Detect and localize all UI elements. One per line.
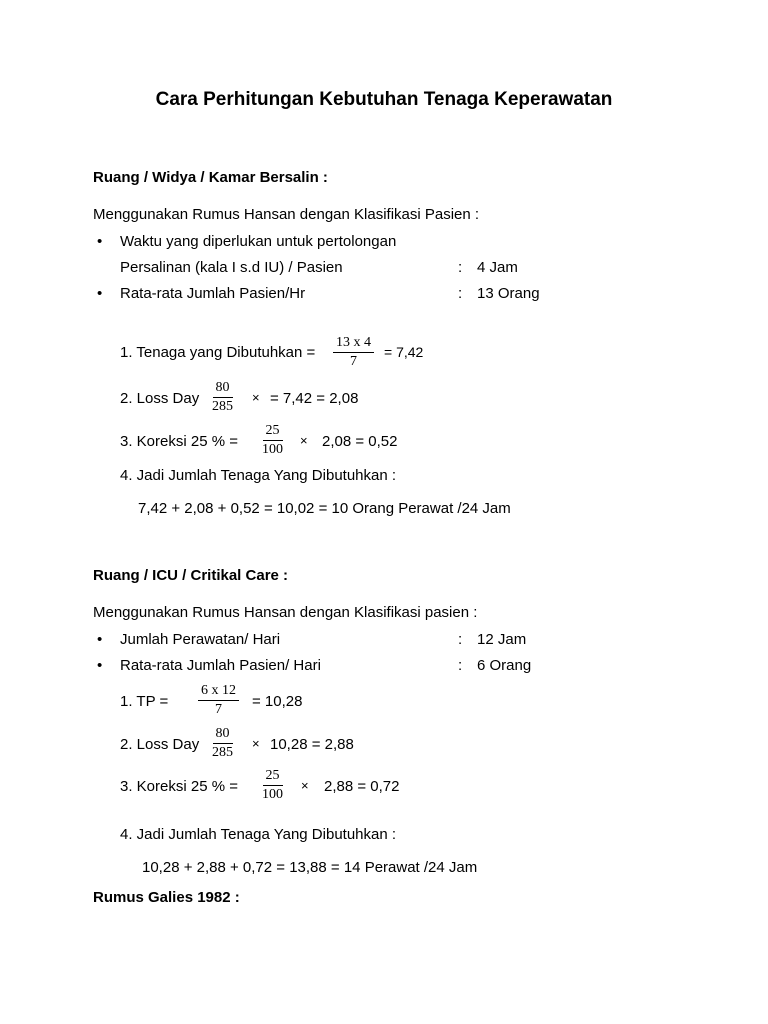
s2-step3-fraction [262, 769, 283, 802]
s2-step2-result: 10,28 = 2,88 [270, 736, 354, 753]
s2-step3-label: 3. Koreksi 25 % = [120, 778, 238, 795]
section1-intro: Menggunakan Rumus Hansan dengan Klasifikasi Pasien : [93, 206, 480, 223]
fraction-numerator: 80 [213, 727, 233, 744]
fraction-denominator: 100 [262, 442, 283, 457]
s1-step4-total: 7,42 + 2,08 + 0,52 = 10,02 = 10 Orang Perawat /24 Jam [138, 500, 511, 517]
fraction-denominator: 7 [215, 702, 222, 717]
s1-step3-label: 3. Koreksi 25 % = [120, 433, 238, 450]
fraction-denominator: 285 [212, 399, 233, 414]
section1-bullet1-value: 4 Jam [477, 259, 518, 276]
s2-step1-result: = 10,28 [252, 693, 303, 710]
section2-bullet2-line1: Rata-rata Jumlah Pasien/ Hari [120, 657, 321, 674]
bullet-icon: • [97, 631, 103, 648]
s1-step4-label: 4. Jadi Jumlah Tenaga Yang Dibutuhkan : [120, 467, 397, 484]
fraction-denominator: 100 [262, 787, 283, 802]
section3-heading: Rumus Galies 1982 : [93, 889, 240, 906]
s2-step1-label: 1. TP = [120, 693, 169, 710]
fraction-numerator: 80 [213, 381, 233, 398]
section1-heading: Ruang / Widya / Kamar Bersalin : [93, 169, 328, 186]
section2-heading: Ruang / ICU / Critikal Care : [93, 567, 289, 584]
times-icon: × [252, 736, 260, 751]
section2-bullet1-line1: Jumlah Perawatan/ Hari [120, 631, 281, 648]
s2-step3-result: 2,88 = 0,72 [324, 778, 400, 795]
fraction-numerator: 6 x 12 [198, 684, 239, 701]
s1-step1-label: 1. Tenaga yang Dibutuhkan = [120, 344, 316, 361]
section2-bullet1-sep: : [458, 631, 463, 648]
section1-bullet2-sep: : [458, 285, 463, 302]
fraction-numerator: 25 [263, 424, 283, 441]
section1-bullet1-line2: Persalinan (kala I s.d IU) / Pasien [120, 259, 343, 276]
s2-step2-fraction [212, 727, 233, 760]
s1-step2-result: = 7,42 = 2,08 [270, 390, 359, 407]
fraction-numerator: 25 [263, 769, 283, 786]
times-icon: × [300, 433, 308, 448]
s1-step2-label: 2. Loss Day [120, 390, 200, 407]
section1-bullet1-line1: Waktu yang diperlukan untuk pertolongan [120, 233, 397, 250]
s2-step4-label: 4. Jadi Jumlah Tenaga Yang Dibutuhkan : [120, 826, 397, 843]
s1-step1-result: = 7,42 [384, 344, 424, 360]
page-title: Cara Perhitungan Kebutuhan Tenaga Keperawatan [155, 89, 613, 110]
section1-bullet1-sep: : [458, 259, 463, 276]
s2-step4-total: 10,28 + 2,88 + 0,72 = 13,88 = 14 Perawat /24 Jam [142, 859, 478, 876]
s1-step2-fraction [212, 381, 233, 414]
s2-step1-fraction [198, 684, 239, 717]
section1-bullet2-line1: Rata-rata Jumlah Pasien/Hr [120, 285, 306, 302]
bullet-icon: • [97, 285, 103, 302]
section2-bullet2-value: 6 Orang [477, 657, 532, 674]
s1-step3-fraction [262, 424, 283, 457]
fraction-numerator: 13 x 4 [333, 336, 374, 353]
bullet-icon: • [97, 233, 103, 250]
fraction-denominator: 285 [212, 745, 233, 760]
s1-step3-result: 2,08 = 0,52 [322, 433, 398, 450]
section2-bullet2-sep: : [458, 657, 463, 674]
section2-intro: Menggunakan Rumus Hansan dengan Klasifikasi pasien : [93, 604, 478, 621]
s1-step1-fraction [333, 336, 374, 369]
s2-step2-label: 2. Loss Day [120, 736, 200, 753]
section1-bullet2-value: 13 Orang [477, 285, 540, 302]
times-icon: × [252, 390, 260, 405]
fraction-denominator: 7 [350, 354, 357, 369]
times-icon: × [301, 778, 309, 793]
bullet-icon: • [97, 657, 103, 674]
section2-bullet1-value: 12 Jam [477, 631, 527, 648]
